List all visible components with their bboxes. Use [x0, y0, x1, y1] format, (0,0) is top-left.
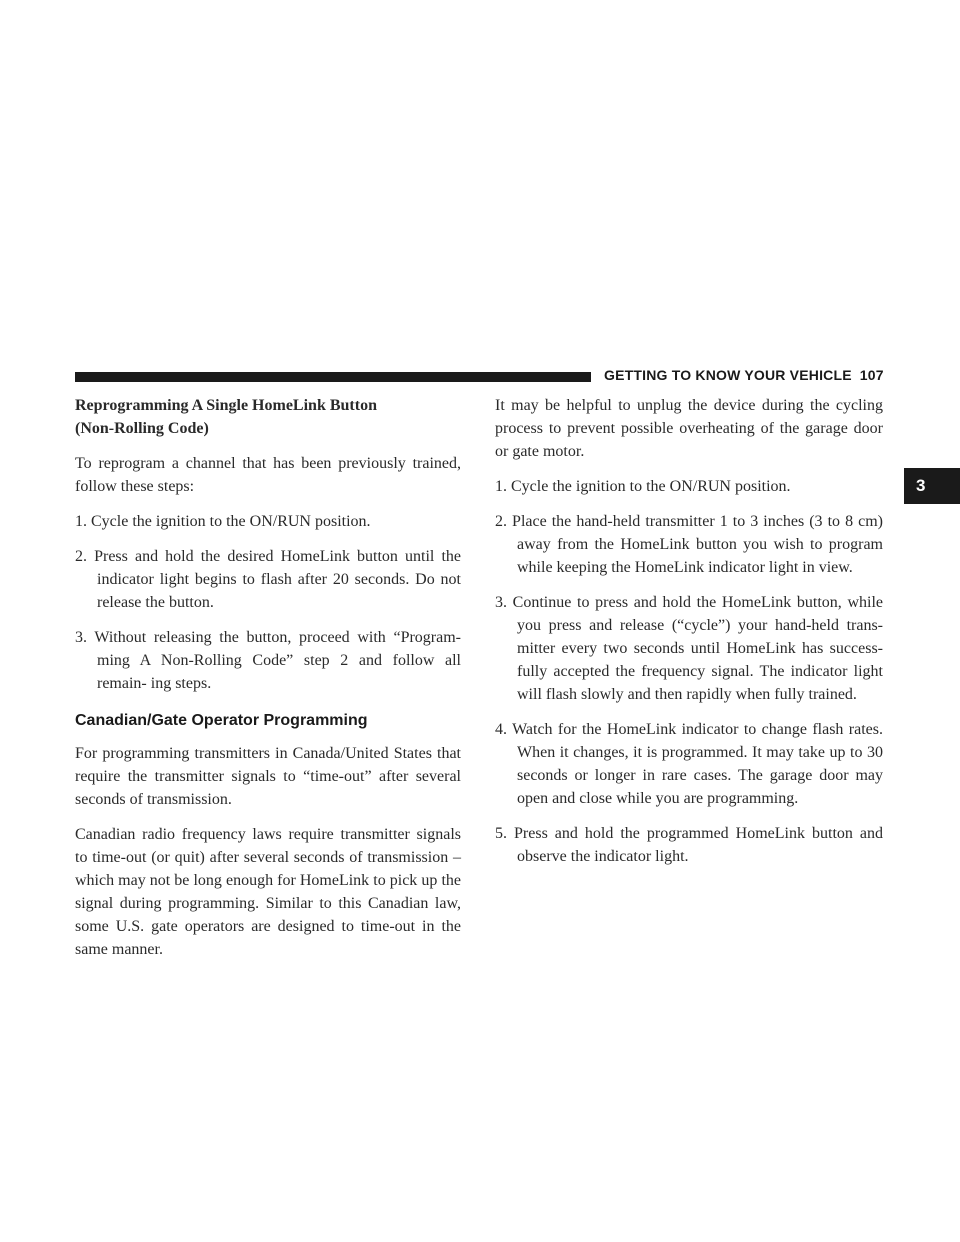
right-step-4: 4. Watch for the HomeLink indicator to change flash rates. When it changes, it is programmed. It may take up to 30 seconds or longer in rare cases. The garage door may open and close while you are programming. — [495, 721, 883, 807]
subsection-heading-line1: Reprogramming A Single HomeLink Button — [75, 397, 377, 414]
right-step-5: 5. Press and hold the programmed HomeLink button and observe the indicator light. — [495, 825, 883, 865]
step-1: 1. Cycle the ignition to the ON/RUN position. — [75, 513, 371, 530]
paragraph-1: For programming transmitters in Canada/United States that require the transmitter signals to “time-out” after several seconds of transmission. — [75, 745, 461, 808]
right-step-1: 1. Cycle the ignition to the ON/RUN position. — [495, 478, 791, 495]
header-title: GETTING TO KNOW YOUR VEHICLE — [604, 367, 852, 383]
subsection-heading-line2: (Non-Rolling Code) — [75, 420, 209, 437]
right-step-2: 2. Place the hand-held transmitter 1 to 3 inches (3 to 8 cm) away from the HomeLink button you wish to program while keeping the HomeLink indicator light in view. — [495, 513, 883, 576]
right-step-3: 3. Continue to press and hold the HomeLink button, while you press and release (“cycle”) your hand-held trans- mitter every two seconds until HomeLink has success- fully accepted the frequency signal. The indicator light will flash slowly and then rapidly when fully trained. — [495, 594, 883, 703]
page-number: 107 — [859, 367, 884, 383]
right-column — [495, 394, 883, 880]
step-3: 3. Without releasing the button, proceed with “Program- ming A Non-Rolling Code” step 2 and follow all remain- ing steps. — [75, 629, 461, 692]
intro-paragraph: To reprogram a channel that has been previously trained, follow these steps: — [75, 455, 461, 495]
right-intro-paragraph: It may be helpful to unplug the device during the cycling process to prevent possible overheating of the garage door or gate motor. — [495, 397, 883, 460]
chapter-tab: 3 — [904, 468, 960, 504]
section-heading: Canadian/Gate Operator Programming — [75, 712, 368, 729]
step-2: 2. Press and hold the desired HomeLink button until the indicator light begins to flash after 20 seconds. Do not release the button. — [75, 548, 461, 611]
running-header — [604, 367, 886, 383]
left-column — [75, 394, 461, 973]
header-rule — [75, 372, 591, 382]
subsection-heading — [75, 394, 461, 440]
paragraph-2: Canadian radio frequency laws require transmitter signals to time-out (or quit) after several seconds of transmission – which may not be long enough for HomeLink to pick up the signal during programming. Similar to this Canadian law, some U.S. gate operators are designed to time-out in the same manner. — [75, 826, 461, 958]
